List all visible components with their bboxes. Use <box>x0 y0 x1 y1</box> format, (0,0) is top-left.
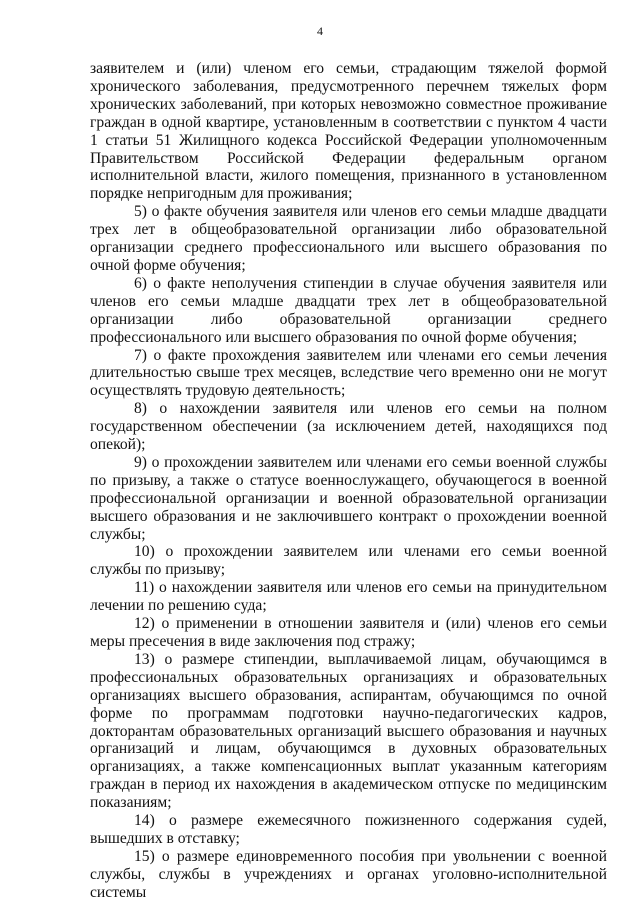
paragraph-item-5: 5) о факте обучения заявителя или членов его семьи младше двадцати трех лет в общеобразовательной организации либо образовательной организации среднего профессионального или высшего образования по очной форме обучения; <box>90 203 607 274</box>
paragraph-item-6: 6) о факте неполучения стипендии в случае обучения заявителя или членов его семьи младше двадцати трех лет в общеобразовательной организации либо образовательной организации среднего профессионального или высшего образования по очной форме обучения; <box>90 274 607 346</box>
page-number: 4 <box>317 24 323 38</box>
paragraph-item-8: 8) о нахождении заявителя или членов его семьи на полном государственном обеспечении (за исключением детей, находящихся под опекой); <box>90 400 607 454</box>
paragraph-item-14: 14) о размере ежемесячного пожизненного содержания судей, вышедших в отставку; <box>90 812 607 847</box>
paragraph-item-9: 9) о прохождении заявителем или членами его семьи военной службы по призыву, а также о статусе военнослужащего, обучающегося в военной профессиональной организации и военной образовательной организации высшего образования и не заключившего контракт о прохождении военной службы; <box>90 453 607 543</box>
paragraph-item-15: 15) о размере единовременного пособия при увольнении с военной службы, службы в учреждениях и органах уголовно-исполнительной системы <box>90 847 607 901</box>
paragraph-continuation: заявителем и (или) членом его семьи, страдающим тяжелой формой хронического заболевания, предусмотренного перечнем тяжелых форм хронических заболеваний, при которых невозможно совместное проживание граждан в одной квартире, установленным в соответствии с пунктом 4 части 1 статьи 51 Жилищного кодекса Российской Федерации уполномоченным Правительством Российской Федерации федеральным органом исполнительной власти, жилого помещения, признанного в установленном порядке непригодным для проживания; <box>90 60 607 203</box>
paragraph-item-7: 7) о факте прохождения заявителем или членами его семьи лечения длительностью свыше трех месяцев, вследствие чего временно они не могут осуществлять трудовую деятельность; <box>90 346 607 400</box>
document-body <box>90 60 607 902</box>
paragraph-item-13: 13) о размере стипендии, выплачиваемой лицам, обучающимся в профессиональных образовательных организациях и образовательных организациях высшего образования, аспирантам, обучающимся по очной форме по программам подготовки научно-педагогических кадров, докторантам образовательных организаций высшего образования и научных организаций и лицам, обучающимся в духовных образовательных организациях, а также компенсационных выплат указанным категориям граждан в период их нахождения в академическом отпуске по медицинским показаниям; <box>90 650 607 812</box>
paragraph-item-11: 11) о нахождении заявителя или членов его семьи на принудительном лечении по решению суда; <box>90 579 607 615</box>
paragraph-item-12: 12) о применении в отношении заявителя и (или) членов его семьи меры пресечения в виде заключения под стражу; <box>90 615 607 650</box>
paragraph-item-10: 10) о прохождении заявителем или членами его семьи военной службы по призыву; <box>90 543 607 579</box>
